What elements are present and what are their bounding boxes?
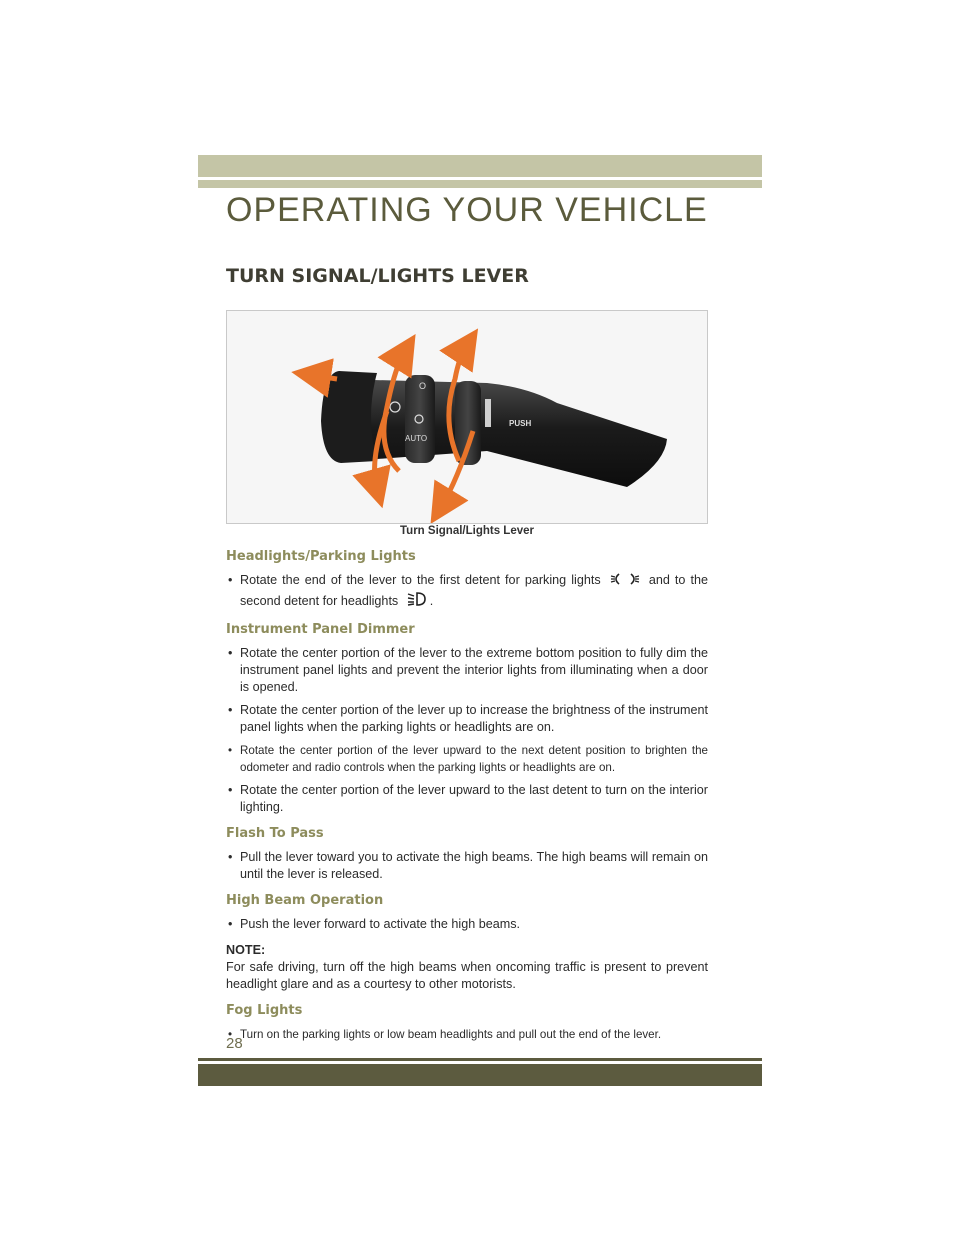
list-item: • Push the lever forward to activate the high beams.	[226, 916, 708, 933]
highbeam-list	[226, 916, 708, 933]
list-item: • Pull the lever toward you to activate the high beams. The high beams will remain on until the lever is released.	[226, 849, 708, 883]
fog-list	[226, 1026, 708, 1043]
header-stripe	[198, 180, 762, 188]
list-item: • Rotate the center portion of the lever upward to the next detent position to brighten the odometer and radio controls when the parking lights or headlights are on.	[226, 742, 708, 776]
subheading-highbeam: High Beam Operation	[226, 893, 384, 908]
note-text: For safe driving, turn off the high beams when oncoming traffic is present to prevent headlight glare and as a courtesy to other motorists.	[226, 960, 708, 991]
lever-end-cap	[321, 371, 377, 463]
parking-lights-icon	[610, 572, 640, 591]
subheading-dimmer: Instrument Panel Dimmer	[226, 622, 415, 637]
bullet-text: .	[429, 594, 434, 608]
dimmer-indicator	[485, 399, 491, 427]
footer-stripe	[198, 1058, 762, 1061]
lever-auto-label: AUTO	[405, 434, 428, 443]
list-item: • Rotate the center portion of the lever up to increase the brightness of the instrument panel lights when the parking lights or headlights are on.	[226, 702, 708, 736]
bullet-text: and to the second detent for headlights	[240, 573, 709, 608]
list-item	[226, 572, 708, 612]
list-item: • Rotate the center portion of the lever to the extreme bottom position to fully dim the instrument panel lights and prevent the interior lights from illuminating when a door is opened.	[226, 645, 708, 696]
lever-illustration	[227, 311, 707, 523]
headlights-list	[226, 572, 708, 612]
list-item: • Rotate the center portion of the lever upward to the last detent to turn on the interior lighting.	[226, 782, 708, 816]
lever-push-label: PUSH	[509, 419, 532, 428]
header-bar	[198, 155, 762, 177]
dimmer-list	[226, 645, 708, 816]
subheading-fog: Fog Lights	[226, 1003, 303, 1018]
subheading-headlights: Headlights/Parking Lights	[226, 549, 416, 564]
page-number: 28	[226, 1035, 243, 1052]
note-label: NOTE:	[226, 943, 266, 957]
subheading-flash: Flash To Pass	[226, 826, 324, 841]
figure-caption: Turn Signal/Lights Lever	[400, 525, 534, 537]
bullet-text: Rotate the end of the lever to the first detent for parking lights	[240, 573, 601, 587]
page-heading: TURN SIGNAL/LIGHTS LEVER	[226, 265, 529, 287]
main-content	[226, 548, 708, 1052]
lever-off-label: O	[419, 381, 427, 391]
flash-list	[226, 849, 708, 883]
section-title: OPERATING YOUR VEHICLE	[226, 191, 708, 229]
footer-bar	[198, 1064, 762, 1086]
list-item: • Turn on the parking lights or low beam headlights and pull out the end of the lever.	[226, 1026, 708, 1043]
lever-figure	[226, 310, 708, 524]
headlights-icon	[406, 591, 426, 612]
